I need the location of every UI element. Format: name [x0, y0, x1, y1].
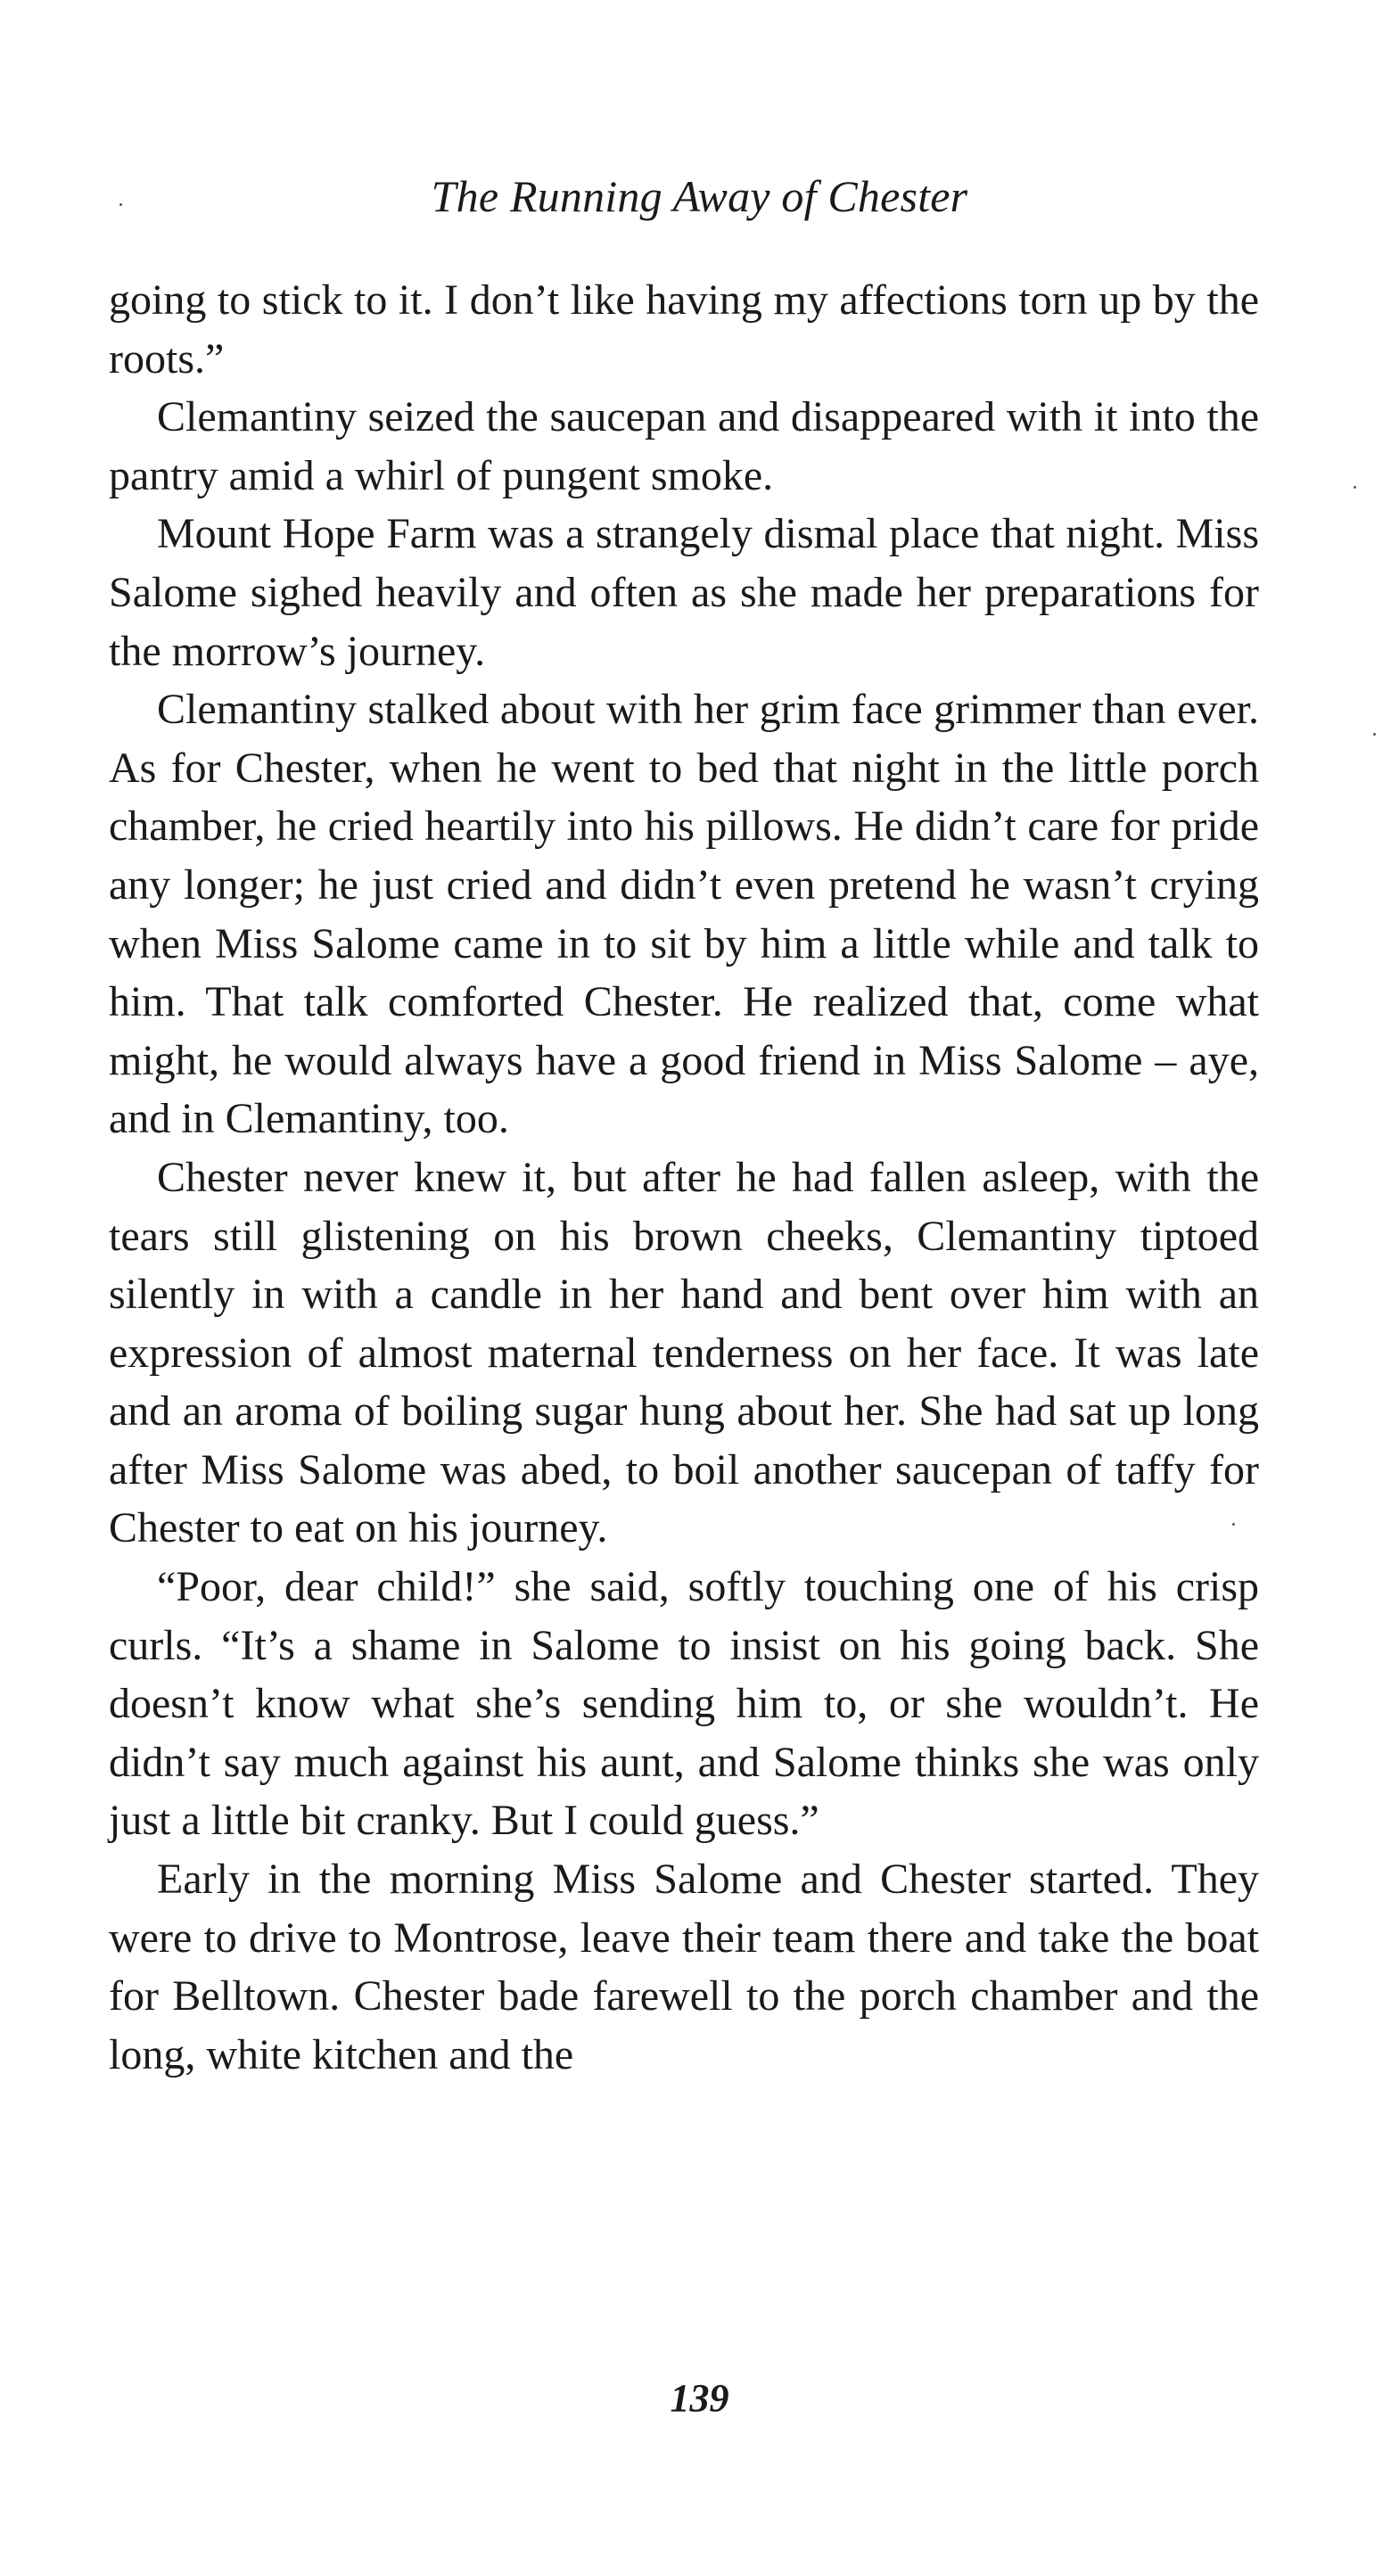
paragraph: “Poor, dear child!” she said, softly touching one of his crisp curls. “It’s a shame in Salome to insist on his going back. She doesn’t know what she’s sending him to, or she wouldn’t. He didn’t say much against his aunt, and Salome thinks she was only just a little bit cranky. But I could guess.” — [109, 1563, 1259, 1845]
paragraph: Clemantiny seized the saucepan and disappeared with it into the pantry amid a whirl of pungent smoke. — [109, 393, 1259, 499]
paper-speck — [1354, 486, 1356, 489]
paper-speck — [1232, 1523, 1235, 1526]
paragraph: Mount Hope Farm was a strangely dismal place that night. Miss Salome sighed heavily and often as she made her preparations for the morrow’s journey. — [109, 510, 1259, 675]
paragraph: Clemantiny stalked about with her grim face grimmer than ever. As for Chester, when he went to bed that night in the little porch chamber, he cried heartily into his pillows. He didn’t care for pride any longer; he just cried and didn’t even pretend he wasn’t crying when Miss Salome came in to sit by him a little while and talk to him. That talk comforted Chester. He realized that, come what might, he would always have a good friend in Miss Salome – aye, and in Clemantiny, too. — [109, 686, 1259, 1143]
running-head: The Running Away of Chester — [431, 171, 968, 221]
paper-speck — [1373, 733, 1376, 736]
page-number: 139 — [670, 2376, 729, 2420]
paragraph: Chester never knew it, but after he had fallen asleep, with the tears still glistening on his brown cheeks, Clemantiny tiptoed silently in with a candle in her hand and bent over him with an expression of almost maternal tenderness on her face. It was late and an aroma of boiling sugar hung about her. She had sat up long after Miss Salome was abed, to boil another saucepan of taffy for Chester to eat on his journey. — [109, 1153, 1259, 1552]
paper-speck — [119, 203, 122, 206]
body-text — [109, 271, 1259, 2084]
paragraph: Early in the morning Miss Salome and Chester started. They were to drive to Montrose, leave their team there and take the boat for Belltown. Chester bade farewell to the porch chamber and the long, white kitchen and the — [109, 1856, 1259, 2078]
paragraph: going to stick to it. I don’t like having my affections torn up by the roots.” — [109, 276, 1259, 383]
